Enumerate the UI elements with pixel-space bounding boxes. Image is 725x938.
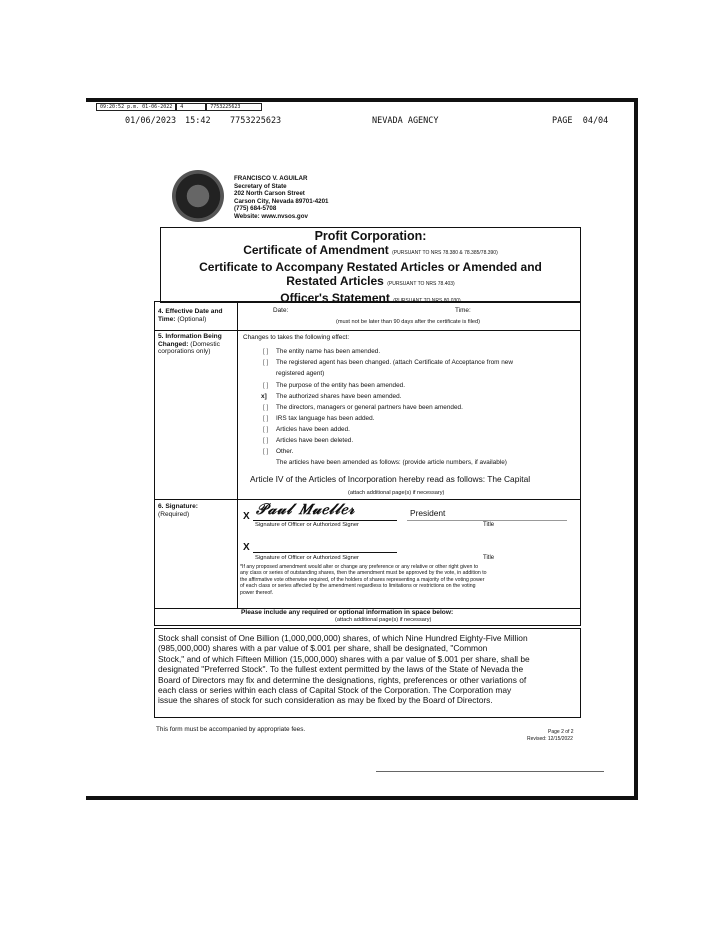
bottom-rule bbox=[376, 771, 604, 772]
change-item-registered-agent: The registered agent has been changed. (attach Certificate of Acceptance from new bbox=[276, 359, 513, 366]
fax-time: 15:42 bbox=[185, 116, 211, 126]
form-title-box bbox=[160, 227, 581, 303]
title-line2-statute: (PURSUANT TO NRS 78.380 & 78.385/78.390) bbox=[392, 250, 498, 256]
signature-line-1 bbox=[253, 520, 397, 521]
title-label-2: Title bbox=[483, 555, 495, 561]
row-divider-5 bbox=[155, 499, 580, 500]
attach-note: (attach additional page(s) if necessary) bbox=[348, 490, 445, 496]
fax-number: 7753225623 bbox=[230, 116, 282, 126]
page-right-border bbox=[634, 98, 638, 800]
signature-x2: X bbox=[243, 542, 250, 553]
fax-strip bbox=[96, 103, 262, 111]
title-line5-statute: (PURSUANT TO NRS 80.030) bbox=[393, 298, 461, 304]
change-item-directors: The directors, managers or general partners have been amended. bbox=[276, 404, 463, 411]
fax-date: 01/06/2023 bbox=[125, 116, 177, 126]
signer-title-value[interactable]: President bbox=[410, 508, 446, 518]
change-item-irs: IRS tax language has been added. bbox=[276, 415, 375, 422]
title-line4-statute: (PURSUANT TO NRS 78.403) bbox=[387, 281, 455, 287]
change-item-authorized-shares: The authorized shares have been amended. bbox=[276, 393, 402, 400]
column-divider bbox=[237, 302, 238, 608]
section4-label: 4. Effective Date and Time: (Optional) bbox=[158, 308, 223, 323]
signer-label-2: Signature of Officer or Authorized Signer bbox=[255, 555, 359, 561]
change-item-registered-agent-cont: registered agent) bbox=[276, 370, 325, 377]
fax-strip-number: 7753225623 bbox=[206, 103, 262, 111]
amended-as-follows: The articles have been amended as follows: (provide article numbers, if available) bbox=[276, 459, 507, 466]
include-info-line2: (attach additional page(s) if necessary) bbox=[335, 617, 432, 623]
office-website: Website: www.nvsos.gov bbox=[234, 212, 308, 220]
include-info-line1: Please include any required or optional information in space below: bbox=[241, 609, 454, 616]
secretary-of-state-block bbox=[234, 175, 328, 221]
row-divider-4 bbox=[155, 330, 580, 331]
checkbox-irs[interactable]: [ ] bbox=[263, 415, 269, 422]
stock-text-box bbox=[154, 628, 581, 718]
title-line1: Profit Corporation: bbox=[314, 229, 427, 243]
title-line5: Officer's Statement bbox=[280, 291, 390, 305]
section6-label: 6. Signature: (Required) bbox=[158, 503, 198, 518]
title-line3: Certificate to Accompany Restated Articles or Amended and bbox=[199, 260, 542, 274]
office-phone: (775) 684-5708 bbox=[234, 205, 277, 213]
title-line4: Restated Articles bbox=[286, 274, 384, 288]
stock-text[interactable]: Stock shall consist of One Billion (1,000,000,000) shares, of which Nine Hundred Eighty-Five Million (985,000,000) shares with a par value of $.001 per share, shall be designated, "Common Stock," and of which Fifteen Million (15,000,000) shares with a par value of $.001 per share, shall be designated "Preferred Stock". To the fullest extent permitted by the laws of the State of Nevada the Board of Directors may fix and determine the designations, rights, preferences or other variations of each class or series within each class of Capital Stock of the Corporation. The Corporation may issue the shares of stock for such consideration as may be fixed by the Board of Directors. bbox=[158, 633, 530, 706]
section5-label: 5. Information Being Changed: (Domestic corporations only) bbox=[158, 333, 222, 356]
page-bottom-border bbox=[86, 796, 638, 800]
checkbox-registered-agent[interactable]: [ ] bbox=[263, 359, 269, 366]
title-label-1: Title bbox=[483, 522, 495, 528]
signature-line-2 bbox=[253, 552, 397, 553]
checkbox-entity-name[interactable]: [ ] bbox=[263, 348, 269, 355]
title-line-1 bbox=[407, 520, 567, 521]
fax-agency: NEVADA AGENCY bbox=[372, 116, 439, 126]
checkbox-purpose[interactable]: [ ] bbox=[263, 382, 269, 389]
change-item-purpose: The purpose of the entity has been amended. bbox=[276, 382, 405, 389]
article-text[interactable]: Article IV of the Articles of Incorporation hereby read as follows: The Capital bbox=[250, 474, 531, 484]
changes-intro: Changes to takes the following effect: bbox=[243, 334, 350, 341]
fax-strip-time: 09:20:52 p.m. 01-06-2022 bbox=[96, 103, 176, 111]
change-item-articles-added: Articles have been added. bbox=[276, 426, 350, 433]
page-number: Page 2 of 2 bbox=[548, 729, 574, 735]
amendment-note: *If any proposed amendment would alter or change any preference or any relative or other right given to any class or series of outstanding shares, then the amendment must be approved by the vote, in addition to the affirmative vote otherwise required, of the holders of shares representing a majority of the voting power of each class or series affected by the amendment regardless to limitations or restrictions on the voting power thereof. bbox=[240, 564, 487, 596]
page-top-border bbox=[86, 98, 638, 102]
change-item-entity-name: The entity name has been amended. bbox=[276, 348, 381, 355]
effective-date-note: (must not be later than 90 days after the certificate is filed) bbox=[336, 319, 480, 325]
office-address1: 202 North Carson Street bbox=[234, 190, 305, 198]
office-address2: Carson City, Nevada 89701-4201 bbox=[234, 197, 329, 205]
fax-page: PAGE 04/04 bbox=[552, 116, 609, 126]
title-line2: Certificate of Amendment bbox=[243, 243, 389, 257]
change-item-articles-deleted: Articles have been deleted. bbox=[276, 437, 354, 444]
checked-mark: x bbox=[261, 393, 265, 400]
form-table bbox=[154, 301, 581, 626]
signer-label-1: Signature of Officer or Authorized Signer bbox=[255, 522, 359, 528]
signature-x1: X bbox=[243, 511, 250, 522]
effective-date-label: Date: bbox=[273, 307, 289, 314]
fees-note: This form must be accompanied by appropriate fees. bbox=[156, 726, 306, 733]
office-name: FRANCISCO V. AGUILAR bbox=[234, 175, 308, 182]
checkbox-authorized-shares[interactable]: x] bbox=[261, 393, 267, 400]
effective-time-label: Time: bbox=[455, 307, 471, 314]
office-title: Secretary of State bbox=[234, 182, 287, 190]
checkbox-articles-added[interactable]: [ ] bbox=[263, 426, 269, 433]
signature-image: 𝒫𝒶𝓊𝓁 𝑀𝓊𝑒𝓁𝓁𝑒𝓇 bbox=[256, 500, 356, 518]
checkbox-other[interactable]: [ ] bbox=[263, 448, 269, 455]
change-item-other: Other. bbox=[276, 448, 294, 455]
revised-date: Revised: 12/15/2022 bbox=[527, 736, 573, 742]
checkbox-articles-deleted[interactable]: [ ] bbox=[263, 437, 269, 444]
state-seal-logo bbox=[172, 170, 224, 222]
fax-strip-count: 4 bbox=[176, 103, 206, 111]
checkbox-directors[interactable]: [ ] bbox=[263, 404, 269, 411]
